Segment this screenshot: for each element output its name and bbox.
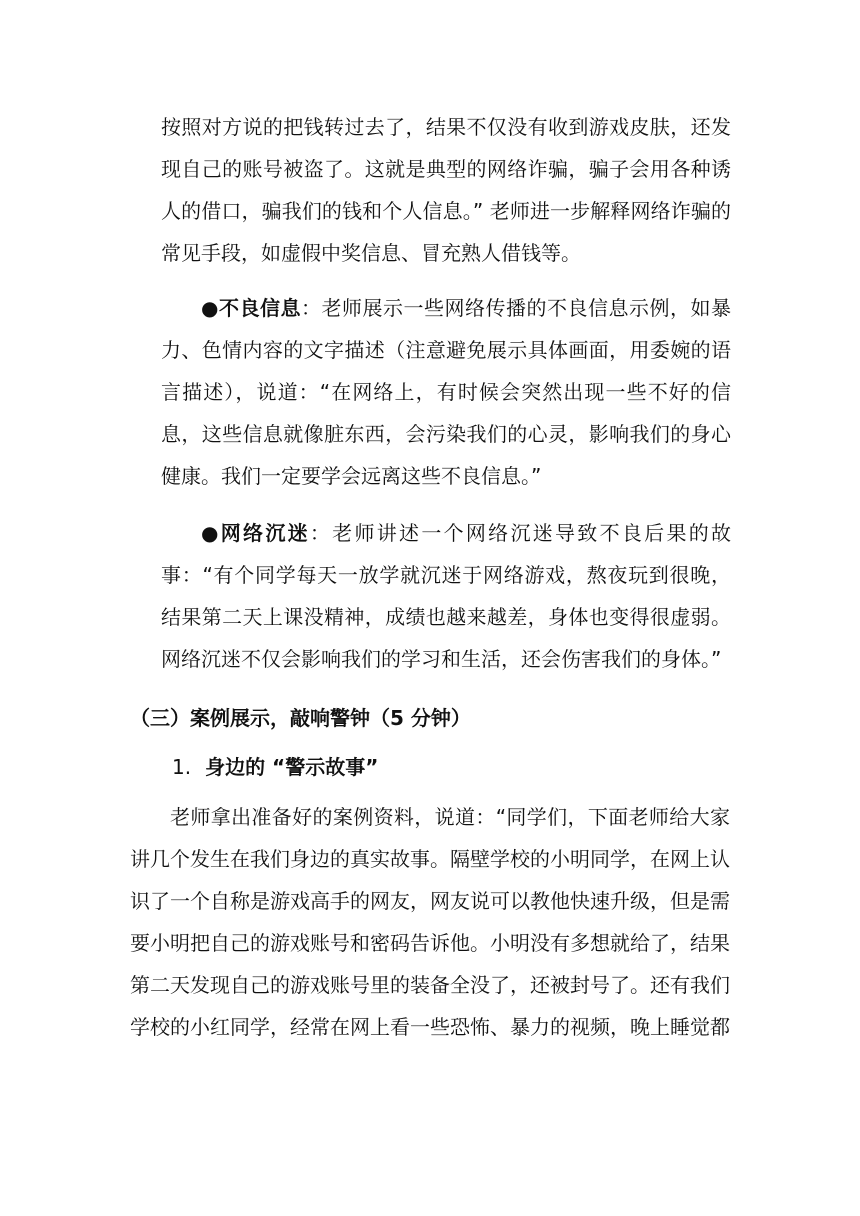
- internet-addiction-text: ：老师讲述一个网络沉迷导致不良后果的故事：“有个同学每天一放学就沉迷于网络游戏，熬夜玩到很晚，结果第二天上课没精神，成绩也越来越差，身体也变得很虚弱。网络沉迷不仅会影响我们的学习和生活，还会伤害我们的身体。”: [161, 521, 732, 671]
- sub-heading-item: [172, 746, 378, 788]
- bullet-icon: ●: [201, 521, 221, 545]
- item-number: 1.: [172, 755, 192, 779]
- bad-information-text: ：老师展示一些网络传播的不良信息示例，如暴力、色情内容的文字描述（注意避免展示具体画面，用委婉的语言描述），说道：“在网络上，有时候会突然出现一些不好的信息，这些信息就像脏东西，会污染我们的心灵，影响我们的身心健康。我们一定要学会远离这些不良信息。”: [161, 296, 732, 488]
- paragraph-case-stories: 老师拿出准备好的案例资料，说道：“同学们，下面老师给大家讲几个发生在我们身边的真实故事。隔壁学校的小明同学，在网上认识了一个自称是游戏高手的网友，网友说可以教他快速升级，但是需要小明把自己的游戏账号和密码告诉他。小明没有多想就给了，结果第二天发现自己的游戏账号里的装备全没了，还被封号了。还有我们学校的小红同学，经常在网上看一些恐怖、暴力的视频，晚上睡觉都: [130, 805, 730, 1039]
- item-label: 身边的 “警示故事”: [205, 755, 379, 779]
- bullet-icon: ●: [201, 296, 219, 320]
- term-internet-addiction: 网络沉迷: [220, 521, 310, 545]
- paragraph-fraud-continuation: 按照对方说的把钱转过去了，结果不仅没有收到游戏皮肤，还发现自己的账号被盗了。这就是典型的网络诈骗，骗子会用各种诱人的借口，骗我们的钱和个人信息。” 老师进一步解释网络诈骗的常见手段，如虚假中奖信息、冒充熟人借钱等。: [161, 115, 731, 265]
- term-bad-information: 不良信息: [218, 296, 301, 320]
- section-heading: （三）案例展示，敲响警钟（5 分钟）: [130, 706, 471, 730]
- paragraph-internet-addiction: [161, 512, 731, 680]
- paragraph-bad-information: [161, 287, 731, 497]
